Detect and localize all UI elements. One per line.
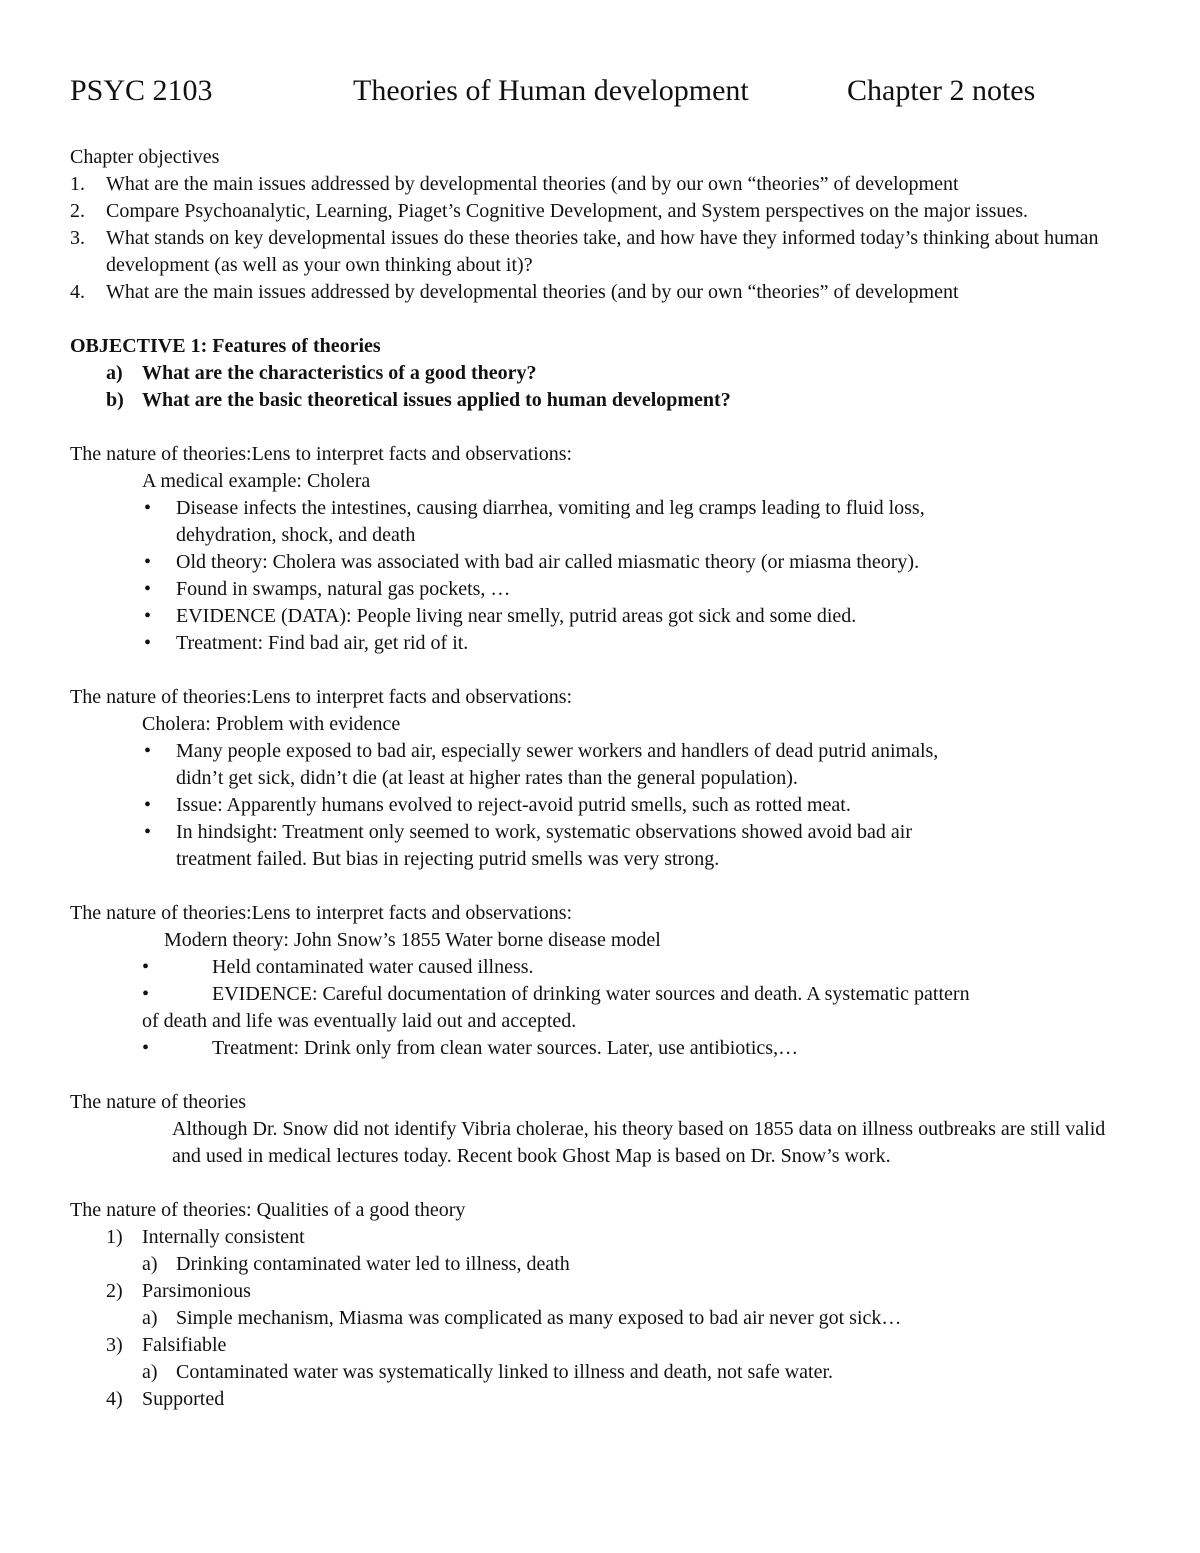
objective1-item [70,387,1140,414]
document-title: Theories of Human development [353,74,749,107]
chapter-label: Chapter 2 notes [847,74,1036,107]
bullet-icon: • [142,1037,150,1059]
bullet-text: In hindsight: Treatment only seemed to work, systematic observations showed avoid bad air [176,821,912,843]
item-text: What stands on key developmental issues do these theories take, and how have they informed today’s thinking about human development (as well as your own thinking about it)? [106,227,1099,276]
item-text: Supported [142,1388,225,1410]
item-number: 4) [106,1388,123,1410]
section-heading: The nature of theories:Lens to interpret facts and observations: [70,686,573,708]
bullet-item [70,954,1140,981]
quality-subitem [70,1305,1140,1332]
bullet-continuation [70,846,1140,873]
bullet-continuation [70,765,1140,792]
section-subheading: Modern theory: John Snow’s 1855 Water borne disease model [164,929,661,951]
bullet-item [70,576,1140,603]
item-number: 3. [70,227,85,249]
item-text: What are the basic theoretical issues applied to human development? [142,389,731,411]
bullet-text: Issue: Apparently humans evolved to reject-avoid putrid smells, such as rotted meat. [176,794,851,816]
objective1-item [70,360,1140,387]
bullet-item [70,981,1140,1008]
item-number: 1) [106,1226,123,1248]
bullet-text: Many people exposed to bad air, especially sewer workers and handlers of dead putrid animals, [176,740,939,762]
section-heading: The nature of theories [70,1091,247,1113]
item-number: 3) [106,1334,123,1356]
item-text: Falsifiable [142,1334,227,1356]
objective-item [70,225,1116,279]
item-text: Compare Psychoanalytic, Learning, Piaget’s Cognitive Development, and System perspectives on the major issues. [106,200,1029,222]
bullet-text: Old theory: Cholera was associated with bad air called miasmatic theory (or miasma theory). [176,551,920,573]
bullet-text: of death and life was eventually laid out and accepted. [142,1010,577,1032]
quality-item [70,1278,1140,1305]
section-subheading: Cholera: Problem with evidence [142,713,401,735]
quality-item [70,1386,1140,1413]
item-text: What are the main issues addressed by developmental theories (and by our own “theories” of development [106,281,959,303]
section-heading: The nature of theories:Lens to interpret facts and observations: [70,443,573,465]
bullet-icon: • [144,632,152,654]
quality-subitem [70,1359,1140,1386]
course-code: PSYC 2103 [70,74,213,107]
section-heading: The nature of theories: Qualities of a good theory [70,1199,466,1221]
bullet-icon: • [144,605,152,627]
item-number: 1. [70,173,85,195]
item-number: 2. [70,200,85,222]
quality-item [70,1224,1140,1251]
bullet-icon: • [142,983,150,1005]
document-page [70,70,1140,1413]
bullet-text: didn’t get sick, didn’t die (at least at higher rates than the general population). [176,767,798,789]
item-text: Internally consistent [142,1226,305,1248]
objective1-heading: OBJECTIVE 1: Features of theories [70,335,381,357]
bullet-text: treatment failed. But bias in rejecting putrid smells was very strong. [176,848,720,870]
item-text: Simple mechanism, Miasma was complicated as many exposed to bad air never got sick… [176,1307,902,1329]
bullet-text: EVIDENCE (DATA): People living near smelly, putrid areas got sick and some died. [176,605,857,627]
bullet-icon: • [144,794,152,816]
bullet-icon: • [144,821,152,843]
bullet-item [70,819,1140,846]
item-number: 4. [70,281,85,303]
bullet-text: EVIDENCE: Careful documentation of drinking water sources and death. A systematic pattern [212,983,970,1005]
item-text: What are the characteristics of a good theory? [142,362,537,384]
bullet-item [70,549,1140,576]
bullet-item [70,630,1140,657]
item-letter: a) [142,1361,158,1383]
bullet-icon: • [144,740,152,762]
quality-subitem [70,1251,1140,1278]
bullet-icon: • [144,497,152,519]
item-text: Drinking contaminated water led to illness, death [176,1253,570,1275]
quality-item [70,1332,1140,1359]
bullet-item [70,738,1140,765]
bullet-icon: • [142,956,150,978]
section-paragraph: Although Dr. Snow did not identify Vibria cholerae, his theory based on 1855 data on illness outbreaks are still valid and used in medical lectures today. Recent book Ghost Map is based on Dr. Snow’s work. [172,1118,1106,1167]
bullet-item [70,1035,1140,1062]
bullet-text: Treatment: Drink only from clean water sources. Later, use antibiotics,… [212,1037,799,1059]
bullet-icon: • [144,578,152,600]
bullet-continuation [70,522,1140,549]
item-text: Contaminated water was systematically linked to illness and death, not safe water. [176,1361,834,1383]
bullet-text: Disease infects the intestines, causing diarrhea, vomiting and leg cramps leading to fluid loss, [176,497,925,519]
bullet-continuation [70,1008,1140,1035]
objective-item [70,171,1140,198]
objectives-heading: Chapter objectives [70,146,220,168]
bullet-text: Found in swamps, natural gas pockets, … [176,578,511,600]
objective-item [70,279,1140,306]
item-letter: a) [142,1307,158,1329]
page-header [70,70,1140,112]
bullet-item [70,792,1140,819]
item-letter: a) [106,362,123,384]
item-letter: a) [142,1253,158,1275]
bullet-item [70,495,1140,522]
item-text: What are the main issues addressed by developmental theories (and by our own “theories” of development [106,173,959,195]
bullet-text: dehydration, shock, and death [176,524,416,546]
bullet-text: Treatment: Find bad air, get rid of it. [176,632,469,654]
bullet-icon: • [144,551,152,573]
item-text: Parsimonious [142,1280,251,1302]
bullet-item [70,603,1140,630]
objective-item [70,198,1140,225]
item-letter: b) [106,389,124,411]
bullet-text: Held contaminated water caused illness. [212,956,534,978]
section-heading: The nature of theories:Lens to interpret facts and observations: [70,902,573,924]
item-number: 2) [106,1280,123,1302]
section-subheading: A medical example: Cholera [142,470,371,492]
